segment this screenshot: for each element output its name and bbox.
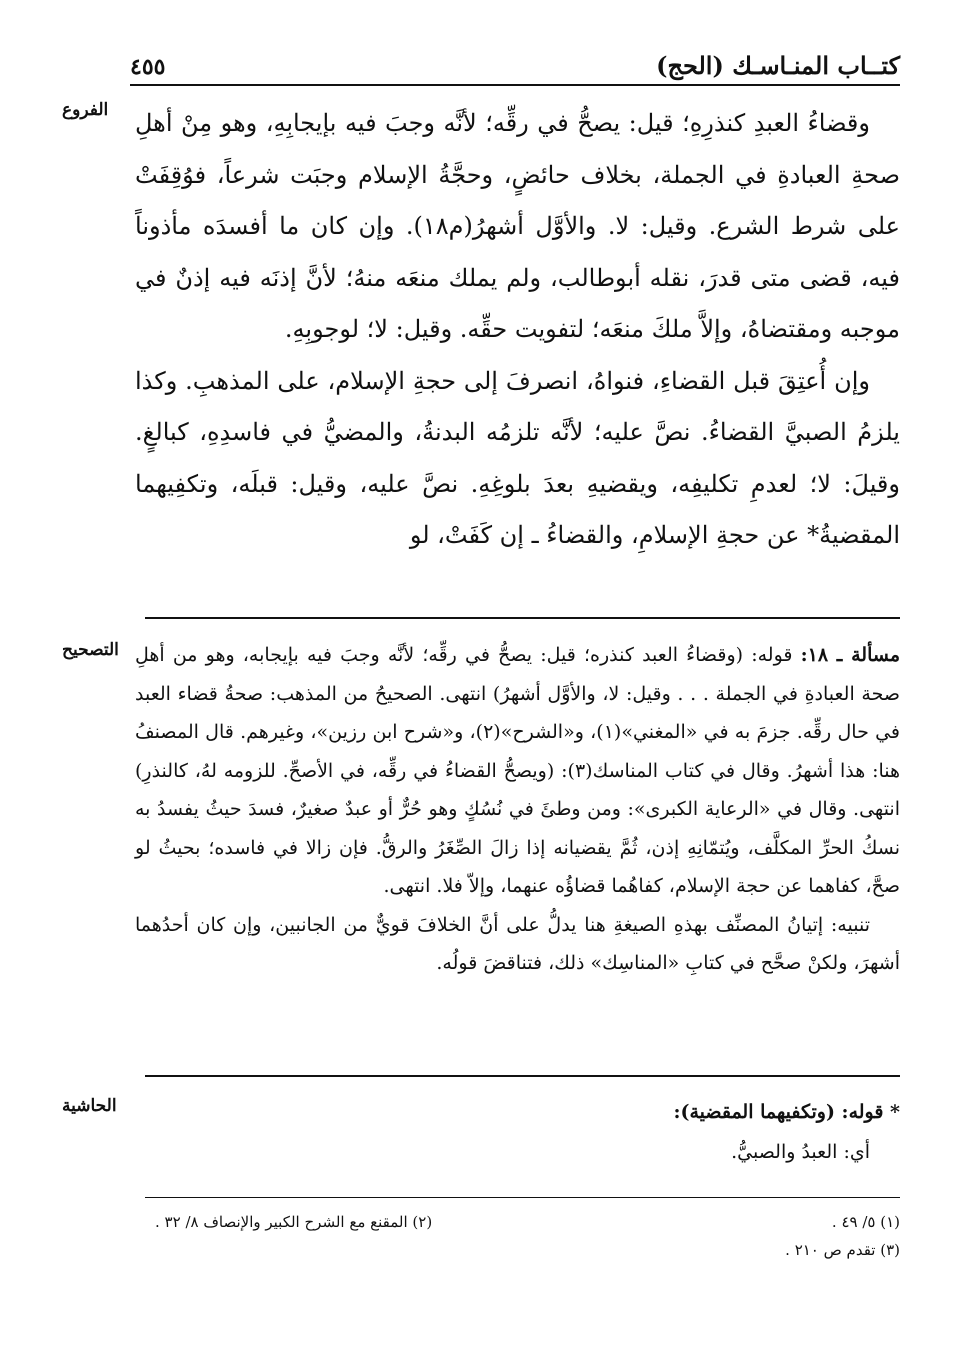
footnote-3: (٣) تقدم ص ٢١٠ .	[785, 1241, 900, 1259]
commentary-text	[135, 636, 900, 983]
hashiya-body: أي: العبدُ والصبيُّ.	[731, 1141, 870, 1163]
footnote-rule	[145, 1197, 900, 1198]
page-header	[130, 40, 900, 80]
commentary-paragraph-1	[135, 636, 900, 906]
margin-label-tashih: التصحيح	[62, 640, 119, 660]
footnote-2: (٢) المقنع مع الشرح الكبير والإنصاف ٨/ ٣٢ .	[155, 1213, 433, 1231]
hashiya-section	[135, 1092, 900, 1172]
page-number: ٤٥٥	[130, 54, 166, 80]
footnote-1: (١) ٥/ ٤٩ .	[831, 1213, 900, 1231]
main-paragraph-1: وقضاءُ العبدِ كنذرِهِ؛ قيل: يصحُّ في رقِّه؛ لأنَّه وجبَ فيه بإيجابِهِ، وهو مِنْ أهلِ صحةِ العبادةِ في الجملة، بخلاف حائضٍ، وحجَّةُ الإسلام وجبَت شرعاً، فوُقِفَتْ على شرط الشرع. وقيل: لا. والأوَّل أشهرُ(م١٨). وإن كان ما أفسدَه مأذوناً فيه، قضى متى قدرَ، نقله أبوطالب، ولم يملك منعَه منهُ؛ لأنَّ إذنَه فيه إذنٌ في موجبه ومقتضاهُ، وإلاَّ ملكَ منعَه؛ لتفويت حقِّه. وقيل: لا؛ لوجوبِهِ.	[135, 109, 900, 343]
header-rule	[130, 84, 900, 86]
issue-heading: مسألة ـ ١٨:	[800, 644, 900, 666]
main-text	[135, 98, 900, 562]
commentary-body: قوله: (وقضاءُ العبد كنذره؛ قيل: يصحُّ في رقِّه؛ لأنَّه وجبَ فيه بإيجابه، وهو من أهلِ صحة العبادةِ في الجملة . . . وقيل: لا، والأوَّل أشهرُ) انتهى. الصحيحُ من المذهب: صحةُ قضاء العبد في حال رقِّه. جزمَ به في «المغني»(١)، و«الشرح»(٢)، و«شرح ابن رزين»، وغيرهم. قال المصنفُ هنا: هذا أشهرُ. وقال في كتاب المناسك(٣): (ويصحُّ القضاءُ في رقِّه، في الأصحِّ. للزومه لهُ، كالنذرِ) انتهى. وقال في «الرعاية الكبرى»: ومن وطئَ في نُسُكٍ وهو حُرٌّ أو عبدٌ صغيرٌ، فسدَ حيثُ يفسدُ به نسكُ الحرِّ المكلَّف، ويُتمّانِهِ إذن، ثُمَّ يقضيانه إذا زالَ الصِّغَرُ والرقُّ. فإن زالا في فاسده؛ بحيثُ لو صحَّ، كفاهما عن حجة الإسلام، كفاهُما قضاؤُه عنهما، وإلاّ فلا. انتهى.	[135, 644, 901, 897]
hashiya-heading: * قوله: (وتكفيهما المقضية):	[673, 1101, 900, 1123]
margin-label-furu: الفروع	[62, 100, 109, 120]
main-paragraph-2: وإن أُعتِقَ قبل القضاءِ، فنواهُ، انصرفَ إلى حجةِ الإسلام، على المذهبِ. وكذا يلزمُ الصبيَّ القضاءُ. نصَّ عليه؛ لأنَّه تلزمُه البدنةُ، والمضيُّ في فاسدِهِ، كبالغٍ. وقيلَ: لا؛ لعدمِ تكليفِه، ويقضيهِ بعدَ بلوغِهِ. نصَّ عليه، وقيل: قبلَه، وتكفِيهما المقضيةُ* عن حجةِ الإسلامِ، والقضاءُ ـ إن كَفَتْ، لو	[135, 366, 900, 549]
commentary-paragraph-2: تنبيه: إتيانُ المصنِّف بهذهِ الصيغةِ هنا يدلُّ على أنَّ الخلافَ قويٌّ من الجانبين، وإن كان أحدُهما أشهرَ، ولكنْ صحَّح في كتابِ «المناسِك» ذلك، فتناقضَ قولُه.	[135, 913, 900, 974]
hashiya-rule	[145, 1075, 900, 1077]
footnotes	[145, 1208, 900, 1264]
footnote-row	[145, 1236, 900, 1264]
section-rule	[145, 617, 900, 619]
footnote-row	[145, 1208, 900, 1236]
margin-label-hashiya: الحاشية	[62, 1096, 117, 1116]
running-title: كتــاب المنـاسـك (الحج)	[656, 51, 900, 80]
